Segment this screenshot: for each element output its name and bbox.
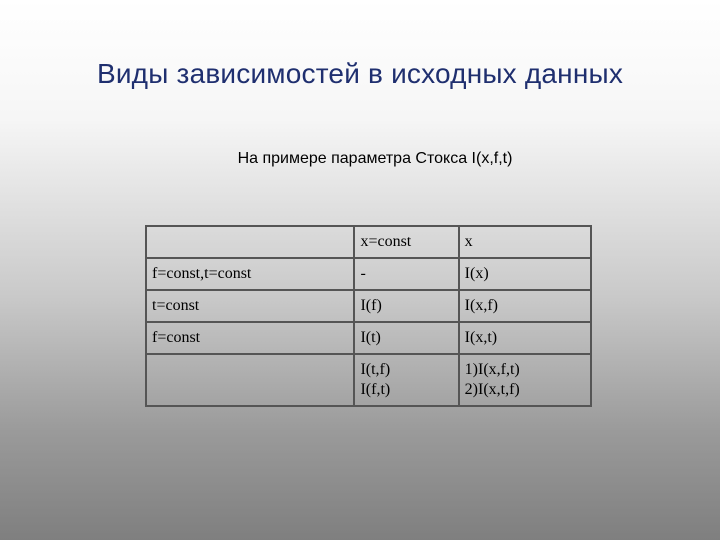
table-header-row [146, 226, 591, 258]
cell-line: I(t,f) [360, 361, 391, 378]
table-cell: I(f) [354, 290, 458, 322]
cell-line: I(f,t) [360, 381, 391, 398]
row-label-cell [146, 354, 354, 406]
table-cell [354, 354, 458, 406]
table-cell: I(x,f) [459, 290, 591, 322]
row-label-cell: f=const,t=const [146, 258, 354, 290]
table-cell: I(x,t) [459, 322, 591, 354]
header-cell-x-const: x=const [354, 226, 458, 258]
slide-title: Виды зависимостей в исходных данных [96, 58, 624, 89]
table-cell: I(t) [354, 322, 458, 354]
slide-subtitle: На примере параметра Стокса I(x,f,t) [237, 150, 513, 167]
dependency-table [145, 225, 592, 407]
table-row [146, 354, 591, 406]
table-cell [459, 354, 591, 406]
table-cell: I(x) [459, 258, 591, 290]
header-cell-empty [146, 226, 354, 258]
row-label-cell: t=const [146, 290, 354, 322]
table-row [146, 290, 591, 322]
cell-line: 1)I(x,f,t) [464, 361, 520, 378]
table-cell: - [354, 258, 458, 290]
cell-line: 2)I(x,t,f) [464, 381, 520, 398]
header-cell-x: x [459, 226, 591, 258]
table-row [146, 258, 591, 290]
table-row [146, 322, 591, 354]
row-label-cell: f=const [146, 322, 354, 354]
